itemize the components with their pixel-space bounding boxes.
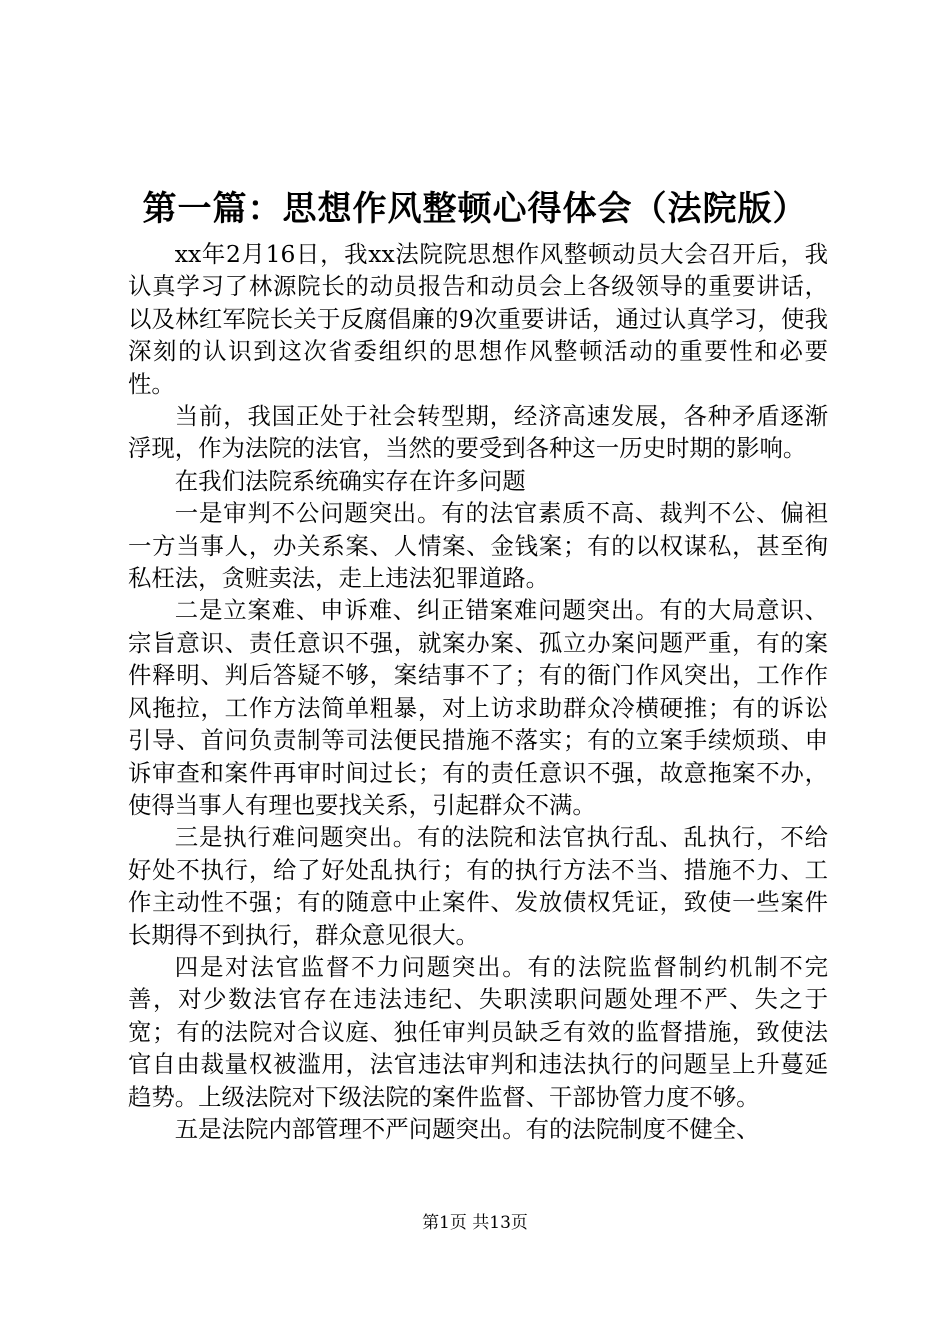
paragraph-problem-4: 四是对法官监督不力问题突出。有的法院监督制约机制不完善，对少数法官存在违法违纪、失职渎职问题处理不严、失之于宽；有的法院对合议庭、独任审判员缺乏有效的监督措施，致使法官自由裁量权被滥用，法官违法审判和违法执行的问题呈上升蔓延趋势。上级法院对下级法院的案件监督、干部协管力度不够。 xyxy=(128,952,828,1111)
paragraph-problem-1: 一是审判不公问题突出。有的法官素质不高、裁判不公、偏袒一方当事人，办关系案、人情案、金钱案；有的以权谋私，甚至徇私枉法，贪赃卖法，走上违法犯罪道路。 xyxy=(128,499,828,593)
paragraph-intro: xx年2月16日，我xx法院院思想作风整顿动员大会召开后，我认真学习了林源院长的动员报告和动员会上各级领导的重要讲话，以及林红军院长关于反腐倡廉的9次重要讲话，通过认真学习，使我深刻的认识到这次省委组织的思想作风整顿活动的重要性和必要性。 xyxy=(128,240,828,398)
page-number-footer: 第1页 共13页 xyxy=(422,1213,528,1233)
paragraph-problem-5: 五是法院内部管理不严问题突出。有的法院制度不健全、 xyxy=(174,1114,760,1143)
document-title: 第一篇：思想作风整顿心得体会（法院版） xyxy=(142,189,808,229)
paragraph-problem-3: 三是执行难问题突出。有的法院和法官执行乱、乱执行，不给好处不执行，给了好处乱执行；有的执行方法不当、措施不力、工作主动性不强；有的随意中止案件、发放债权凭证，致使一些案件长期得不到执行，群众意见很大。 xyxy=(128,823,828,949)
paragraph-current-situation: 当前，我国正处于社会转型期，经济高速发展，各种矛盾逐渐浮现，作为法院的法官，当然的要受到各种这一历史时期的影响。 xyxy=(128,402,828,463)
document-body xyxy=(128,238,828,1145)
paragraph-problems-heading: 在我们法院系统确实存在许多问题 xyxy=(174,466,526,495)
paragraph-problem-2: 二是立案难、申诉难、纠正错案难问题突出。有的大局意识、宗旨意识、责任意识不强，就案办案、孤立办案问题严重，有的案件释明、判后答疑不够，案结事不了；有的衙门作风突出，工作作风拖拉，工作方法简单粗暴，对上访求助群众冷横硬推；有的诉讼引导、首问负责制等司法便民措施不落实；有的立案手续烦琐、申诉审查和案件再审时间过长；有的责任意识不强，故意拖案不办，使得当事人有理也要找关系，引起群众不满。 xyxy=(128,596,828,819)
